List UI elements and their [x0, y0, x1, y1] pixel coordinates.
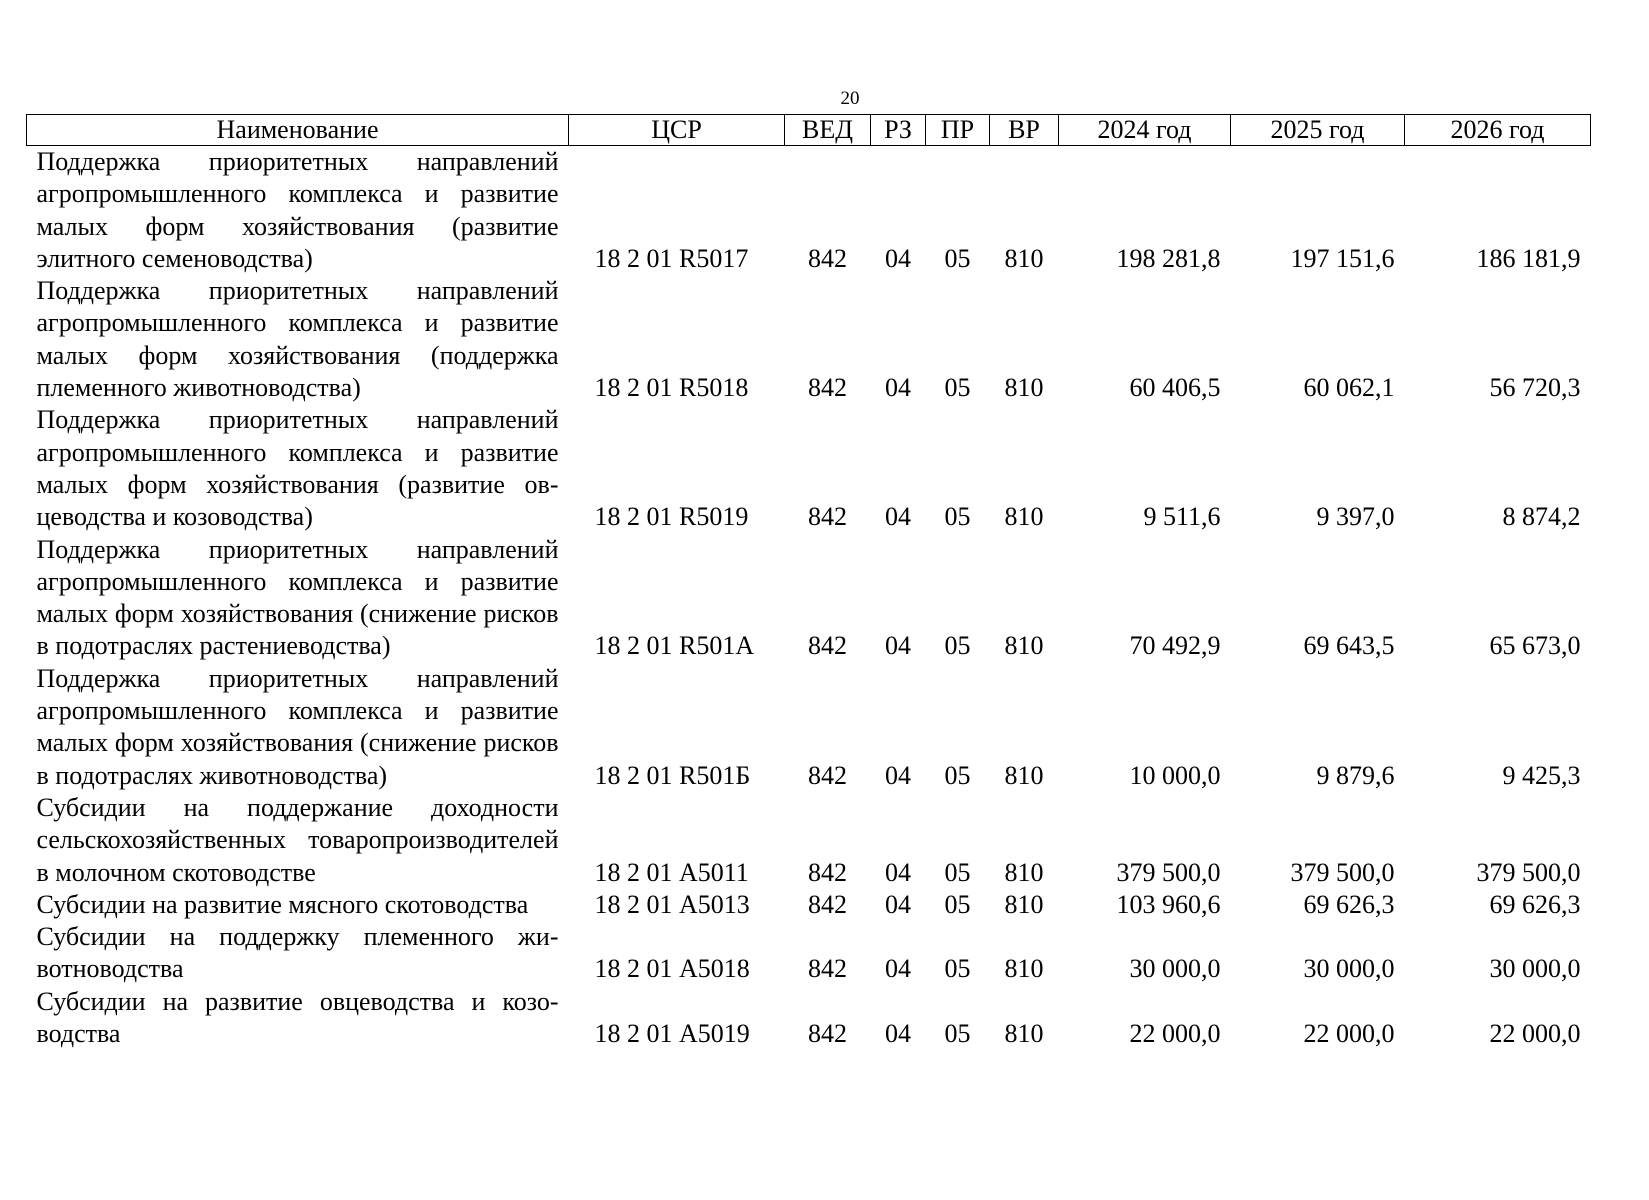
row-2024: 379 500,0 [1116, 857, 1221, 887]
row-2026: 8 874,2 [1502, 502, 1581, 532]
header-pr: ПР [926, 115, 990, 146]
row-csr: 18 2 01 А5011 [594, 857, 749, 887]
row-name: Поддержка приоритетных направлений агропромышленного комплекса и развитие малых форм хозяйствования (снижение рисков в подотраслях животноводства) [36, 663, 559, 790]
table-row [27, 792, 1591, 889]
row-ved: 842 [808, 373, 847, 403]
row-2026: 186 181,9 [1476, 243, 1581, 273]
row-ved: 842 [808, 857, 847, 887]
table-body [27, 146, 1591, 1051]
table-header [27, 115, 1591, 146]
header-2025: 2025 год [1231, 115, 1405, 146]
table-row [27, 146, 1591, 276]
row-2024: 60 406,5 [1129, 373, 1221, 403]
row-2024: 22 000,0 [1129, 1019, 1221, 1049]
row-pr: 05 [944, 502, 971, 532]
row-2024: 30 000,0 [1129, 954, 1221, 984]
row-pr: 05 [944, 1019, 971, 1049]
row-vr: 810 [1004, 243, 1044, 273]
header-rz: РЗ [871, 115, 926, 146]
table-row [27, 663, 1591, 792]
row-name: Поддержка приоритетных направлений агропромышленного комплекса и развитие малых форм хозяйствования (развитие овцеводства и козоводства) [36, 405, 559, 532]
row-pr: 05 [944, 954, 971, 984]
row-2025: 69 643,5 [1303, 631, 1395, 661]
header-csr: ЦСР [569, 115, 785, 146]
row-2025: 60 062,1 [1303, 373, 1395, 403]
header-2024: 2024 год [1059, 115, 1231, 146]
row-name: Поддержка приоритетных направлений агропромышленного комплекса и развитие малых форм хозяйствования (развитие элитного семеноводства) [36, 147, 559, 273]
row-pr: 05 [944, 243, 971, 273]
row-2026: 65 673,0 [1489, 631, 1581, 661]
row-rz: 04 [885, 631, 911, 661]
row-2026: 22 000,0 [1489, 1019, 1581, 1049]
row-vr: 810 [1004, 857, 1044, 887]
row-2026: 9 425,3 [1502, 760, 1581, 790]
header-2026: 2026 год [1405, 115, 1591, 146]
row-2025: 197 151,6 [1290, 243, 1395, 273]
row-2025: 69 626,3 [1303, 889, 1395, 919]
row-name: Поддержка приоритетных направлений агропромышленного комплекса и развитие малых форм хозяйствования (поддержка племенного животноводства) [36, 276, 559, 403]
budget-table [26, 114, 1591, 1050]
row-rz: 04 [885, 954, 911, 984]
row-csr: 18 2 01 А5013 [594, 889, 750, 919]
row-2024: 10 000,0 [1129, 760, 1221, 790]
row-2025: 9 397,0 [1316, 502, 1395, 532]
row-ved: 842 [808, 954, 847, 984]
row-rz: 04 [885, 502, 911, 532]
row-rz: 04 [885, 857, 911, 887]
row-csr: 18 2 01 R5018 [594, 373, 749, 403]
row-csr: 18 2 01 А5018 [594, 954, 750, 984]
header-name: Наименование [27, 115, 569, 146]
row-ved: 842 [808, 1019, 847, 1049]
row-csr: 18 2 01 R501А [594, 631, 755, 661]
header-ved: ВЕД [785, 115, 871, 146]
row-rz: 04 [885, 1019, 911, 1049]
row-csr: 18 2 01 R5017 [594, 243, 749, 273]
row-2026: 69 626,3 [1489, 889, 1581, 919]
row-vr: 810 [1004, 502, 1044, 532]
row-ved: 842 [808, 502, 847, 532]
row-2026: 379 500,0 [1476, 857, 1581, 887]
row-name: Субсидии на поддержание доходности сельскохозяйственных товаропроизводителей в молочном скотоводстве [36, 792, 559, 887]
row-name: Поддержка приоритетных направлений агропромышленного комплекса и развитие малых форм хозяйствования (снижение рисков в подотраслях растениеводства) [36, 534, 559, 661]
row-pr: 05 [944, 631, 971, 661]
row-2025: 30 000,0 [1303, 954, 1395, 984]
row-rz: 04 [885, 243, 911, 273]
header-row [27, 115, 1591, 146]
row-csr: 18 2 01 R5019 [594, 502, 749, 532]
row-2025: 379 500,0 [1290, 857, 1395, 887]
row-vr: 810 [1004, 889, 1044, 919]
row-vr: 810 [1004, 954, 1044, 984]
row-2024: 103 960,6 [1116, 889, 1221, 919]
row-2025: 9 879,6 [1316, 760, 1395, 790]
row-2024: 9 511,6 [1143, 502, 1221, 532]
row-pr: 05 [944, 889, 971, 919]
row-csr: 18 2 01 R501Б [594, 760, 751, 790]
row-2025: 22 000,0 [1303, 1019, 1395, 1049]
row-csr: 18 2 01 А5019 [594, 1019, 750, 1049]
row-vr: 810 [1004, 760, 1044, 790]
row-2024: 198 281,8 [1116, 243, 1221, 273]
row-vr: 810 [1004, 373, 1044, 403]
row-vr: 810 [1004, 1019, 1044, 1049]
row-2024: 70 492,9 [1129, 631, 1221, 661]
row-rz: 04 [885, 889, 911, 919]
row-ved: 842 [808, 243, 847, 273]
row-rz: 04 [885, 373, 911, 403]
table-row [27, 889, 1591, 921]
table-row [27, 275, 1591, 404]
row-vr: 810 [1004, 631, 1044, 661]
table-row [27, 921, 1591, 986]
table-row [27, 534, 1591, 663]
page-number: 20 [840, 88, 860, 109]
row-ved: 842 [808, 631, 847, 661]
row-ved: 842 [808, 889, 847, 919]
row-pr: 05 [944, 857, 971, 887]
row-name: Субсидии на поддержку племенного животноводства [36, 922, 559, 984]
row-2026: 56 720,3 [1489, 373, 1581, 403]
row-pr: 05 [944, 760, 971, 790]
row-2026: 30 000,0 [1489, 954, 1581, 984]
table-row [27, 986, 1591, 1051]
row-name: Субсидии на развитие мясного скотоводства [36, 889, 529, 919]
row-rz: 04 [885, 760, 911, 790]
row-pr: 05 [944, 373, 971, 403]
header-vr: ВР [990, 115, 1059, 146]
table-row [27, 404, 1591, 533]
row-name: Субсидии на развитие овцеводства и козоводства [36, 986, 559, 1049]
row-ved: 842 [808, 760, 847, 790]
